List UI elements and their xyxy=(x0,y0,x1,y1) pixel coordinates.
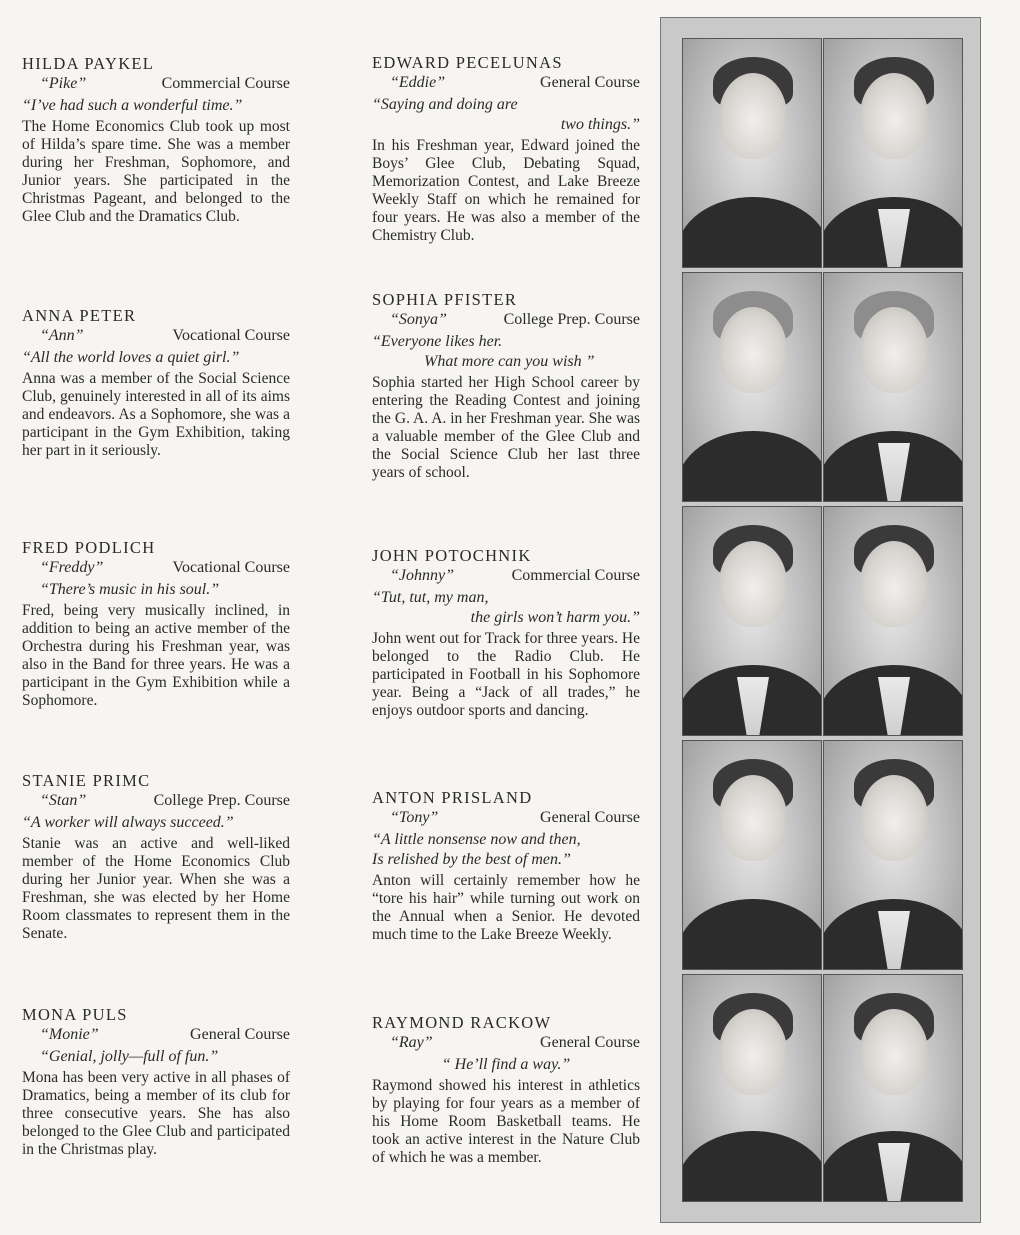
bio-text: Mona has been very active in all phases of Dramatics, being a member of its club for three consecutive years. She has also belonged to the Glee Club and participated in the Christmas play. xyxy=(22,1069,290,1159)
senior-entry-mona-puls xyxy=(22,1005,290,1159)
student-name: ANTON PRISLAND xyxy=(372,788,533,807)
portrait-photo-edward-pecelunas xyxy=(823,38,963,268)
student-name: EDWARD PECELUNAS xyxy=(372,53,563,72)
nickname-course-line xyxy=(372,566,640,586)
nickname: “Stan” xyxy=(40,792,87,809)
student-name: SOPHIA PFISTER xyxy=(372,290,518,309)
quote-line-1: “Everyone likes her. xyxy=(372,333,503,350)
quote: “Genial, jolly—full of fun.” xyxy=(40,1048,219,1065)
nickname-course-line xyxy=(22,558,290,578)
senior-entry-fred-podlich xyxy=(22,538,290,711)
bio-text: Fred, being very musically inclined, in addition to being an active member of the Orchestra during his Freshman year, was also in the Band for three years. He was a participant in the Gym Exhibition while a Sophomore. xyxy=(22,602,290,710)
bio-text: In his Freshman year, Edward joined the Boys’ Glee Club, Debating Squad, Memorization Contest, and Lake Breeze Weekly Staff on which he remained for four years. He was also a member of the Chemistry Club. xyxy=(372,137,640,245)
nickname: “Freddy” xyxy=(40,559,104,576)
nickname: “Ray” xyxy=(390,1034,433,1051)
portrait-photo-anna-peter xyxy=(682,272,822,502)
quote-line-2: two things.” xyxy=(560,116,640,133)
student-name: HILDA PAYKEL xyxy=(22,54,155,73)
bio-text: Stanie was an active and well-liked member of the Home Economics Club during her Junior year. When she was a Freshman, she was elected by her Home Room classmates to represent them in the Senate. xyxy=(22,835,290,943)
senior-entry-sophia-pfister xyxy=(372,290,640,483)
quote-line-2: Is relished by the best of men.” xyxy=(372,851,571,868)
nickname: “Eddie” xyxy=(390,74,446,91)
bio-text: Anton will certainly remember how he “tore his hair” while turning out work on the Annual when a Senior. He devoted much time to the Lake Breeze Weekly. xyxy=(372,872,640,944)
quote: “There’s music in his soul.” xyxy=(40,581,220,598)
nickname-course-line xyxy=(372,1033,640,1053)
bio-text: John went out for Track for three years. He belonged to the Radio Club. He participated in Football in his Sophomore year. Being a “Jack of all trades,” he enjoys outdoor sports and dancing. xyxy=(372,630,640,720)
nickname-course-line xyxy=(22,791,290,811)
student-name: ANNA PETER xyxy=(22,306,137,325)
student-name: MONA PULS xyxy=(22,1005,128,1024)
quote: “I’ve had such a wonderful time.” xyxy=(22,97,243,114)
portrait-photo-raymond-rackow xyxy=(823,974,963,1202)
quote: “ He’ll find a way.” xyxy=(441,1056,571,1073)
portrait-photo-stanie-primc xyxy=(682,740,822,970)
portrait-photo-anton-prisland xyxy=(823,740,963,970)
senior-entry-stanie-primc xyxy=(22,771,290,944)
course: General Course xyxy=(540,809,640,826)
course: Vocational Course xyxy=(172,559,290,576)
nickname-course-line xyxy=(22,74,290,94)
course: College Prep. Course xyxy=(503,311,640,328)
senior-entry-anna-peter xyxy=(22,306,290,460)
nickname: “Monie” xyxy=(40,1026,99,1043)
student-name: JOHN POTOCHNIK xyxy=(372,546,532,565)
nickname-course-line xyxy=(372,808,640,828)
student-name: STANIE PRIMC xyxy=(22,771,151,790)
senior-entry-raymond-rackow xyxy=(372,1013,640,1167)
portrait-photo-mona-puls xyxy=(682,974,822,1202)
senior-entry-edward-pecelunas xyxy=(372,53,640,246)
course: College Prep. Course xyxy=(153,792,290,809)
nickname: “Pike” xyxy=(40,75,87,92)
senior-entry-anton-prisland xyxy=(372,788,640,944)
portrait-photo-sophia-pfister xyxy=(823,272,963,502)
student-name: FRED PODLICH xyxy=(22,538,156,557)
bio-text: Raymond showed his interest in athletics by playing for four years as a member of his Home Room Basketball teams. He took an active interest in the Nature Club of which he was a member. xyxy=(372,1077,640,1167)
portrait-photo-fred-podlich xyxy=(682,506,822,736)
quote-line-1: “Saying and doing are xyxy=(372,96,518,113)
course: General Course xyxy=(190,1026,290,1043)
quote-line-1: “Tut, tut, my man, xyxy=(372,589,489,606)
bio-text: Sophia started her High School career by entering the Reading Contest and joining the G. A. A. in her Freshman year. She was a valuable member of the Glee Club and the Social Science Club her last three years of school. xyxy=(372,374,640,482)
nickname-course-line xyxy=(372,73,640,93)
bio-text: Anna was a member of the Social Science Club, genuinely interested in all of its aims and endeavors. As a Sophomore, she was a participant in the Gym Exhibition, taking her part in it seriously. xyxy=(22,370,290,460)
quote: “All the world loves a quiet girl.” xyxy=(22,349,240,366)
nickname: “Johnny” xyxy=(390,567,454,584)
nickname: “Ann” xyxy=(40,327,84,344)
bio-text: The Home Economics Club took up most of Hilda’s spare time. She was a member during her Freshman, Sophomore, and Junior years. She participated in the Christmas Pageant, and belonged to the Glee Club and the Dramatics Club. xyxy=(22,118,290,226)
nickname-course-line xyxy=(22,326,290,346)
portrait-photo-hilda-paykel xyxy=(682,38,822,268)
quote-line-1: “A little nonsense now and then, xyxy=(372,831,581,848)
portrait-photo-john-potochnik xyxy=(823,506,963,736)
student-name: RAYMOND RACKOW xyxy=(372,1013,552,1032)
course: General Course xyxy=(540,74,640,91)
nickname: “Sonya” xyxy=(390,311,447,328)
senior-entry-john-potochnik xyxy=(372,546,640,720)
course: General Course xyxy=(540,1034,640,1051)
quote-line-2: What more can you wish ” xyxy=(424,353,595,370)
course: Vocational Course xyxy=(172,327,290,344)
senior-entry-hilda-paykel xyxy=(22,54,290,227)
portrait-photo-strip xyxy=(660,17,981,1223)
course: Commercial Course xyxy=(511,567,640,584)
course: Commercial Course xyxy=(161,75,290,92)
quote-line-2: the girls won’t harm you.” xyxy=(470,609,640,626)
nickname: “Tony” xyxy=(390,809,439,826)
quote: “A worker will always succeed.” xyxy=(22,814,234,831)
nickname-course-line xyxy=(22,1025,290,1045)
nickname-course-line xyxy=(372,310,640,330)
